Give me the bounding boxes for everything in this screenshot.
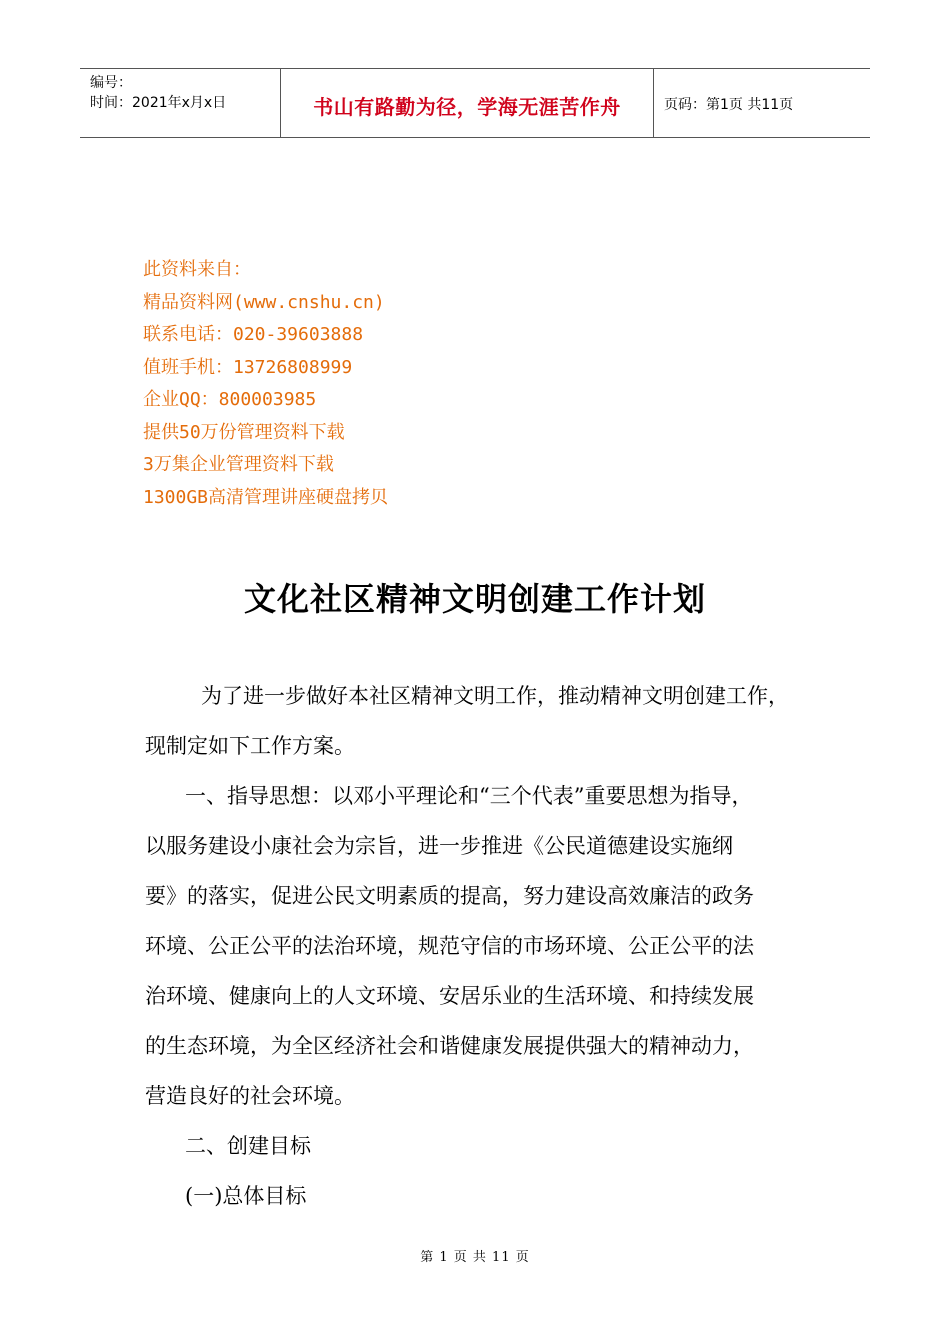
paragraph-line: 以服务建设小康社会为宗旨，进一步推进《公民道德建设实施纲 [145,834,733,858]
header-page-cell [654,69,870,137]
subsection-heading: (一)总体目标 [185,1184,307,1208]
section-heading: 二、创建目标 [185,1134,311,1158]
source-line: 此资料来自： [143,259,251,280]
motto-text: 书山有路勤为径，学海无涯苦作舟 [313,95,621,119]
source-line: 1300GB高清管理讲座硬盘拷贝 [143,486,389,508]
source-line: 精品资料网(www.cnshu.cn) [143,291,385,313]
paragraph-line: 营造良好的社会环境。 [145,1084,355,1108]
source-line: 值班手机：13726808999 [143,356,353,378]
source-line: 联系电话：020-39603888 [143,324,364,345]
paragraph-line: 治环境、健康向上的人文环境、安居乐业的生活环境、和持续发展 [145,984,754,1008]
header-motto-cell [281,69,654,137]
date-line: 时间：2021年x月x日 [90,95,227,111]
header-meta-cell [80,69,281,137]
paragraph-line: 为了进一步做好本社区精神文明工作，推动精神文明创建工作， [201,684,789,708]
source-line: 企业QQ：800003985 [143,389,317,410]
paragraph-line: 环境、公正公平的法治环境，规范守信的市场环境、公正公平的法 [145,934,754,958]
source-line: 提供50万份管理资料下载 [143,421,345,443]
document-title: 文化社区精神文明创建工作计划 [243,580,706,618]
paragraph-line: 要》的落实，促进公民文明素质的提高，努力建设高效廉洁的政务 [145,884,754,908]
document-body [145,671,825,1221]
number-label: 编号： [90,75,132,91]
paragraph-line: 现制定如下工作方案。 [145,734,355,758]
source-line: 3万集企业管理资料下载 [143,454,334,475]
header-page-info: 页码：第1页 共11页 [664,97,794,113]
document-header [80,68,870,138]
source-info-block [143,254,388,514]
paragraph-line: 一、指导思想：以邓小平理论和“三个代表”重要思想为指导， [185,784,753,808]
paragraph-line: 的生态环境，为全区经济社会和谐健康发展提供强大的精神动力， [145,1034,754,1058]
page-footer: 第 1 页 共 11 页 [420,1250,530,1265]
